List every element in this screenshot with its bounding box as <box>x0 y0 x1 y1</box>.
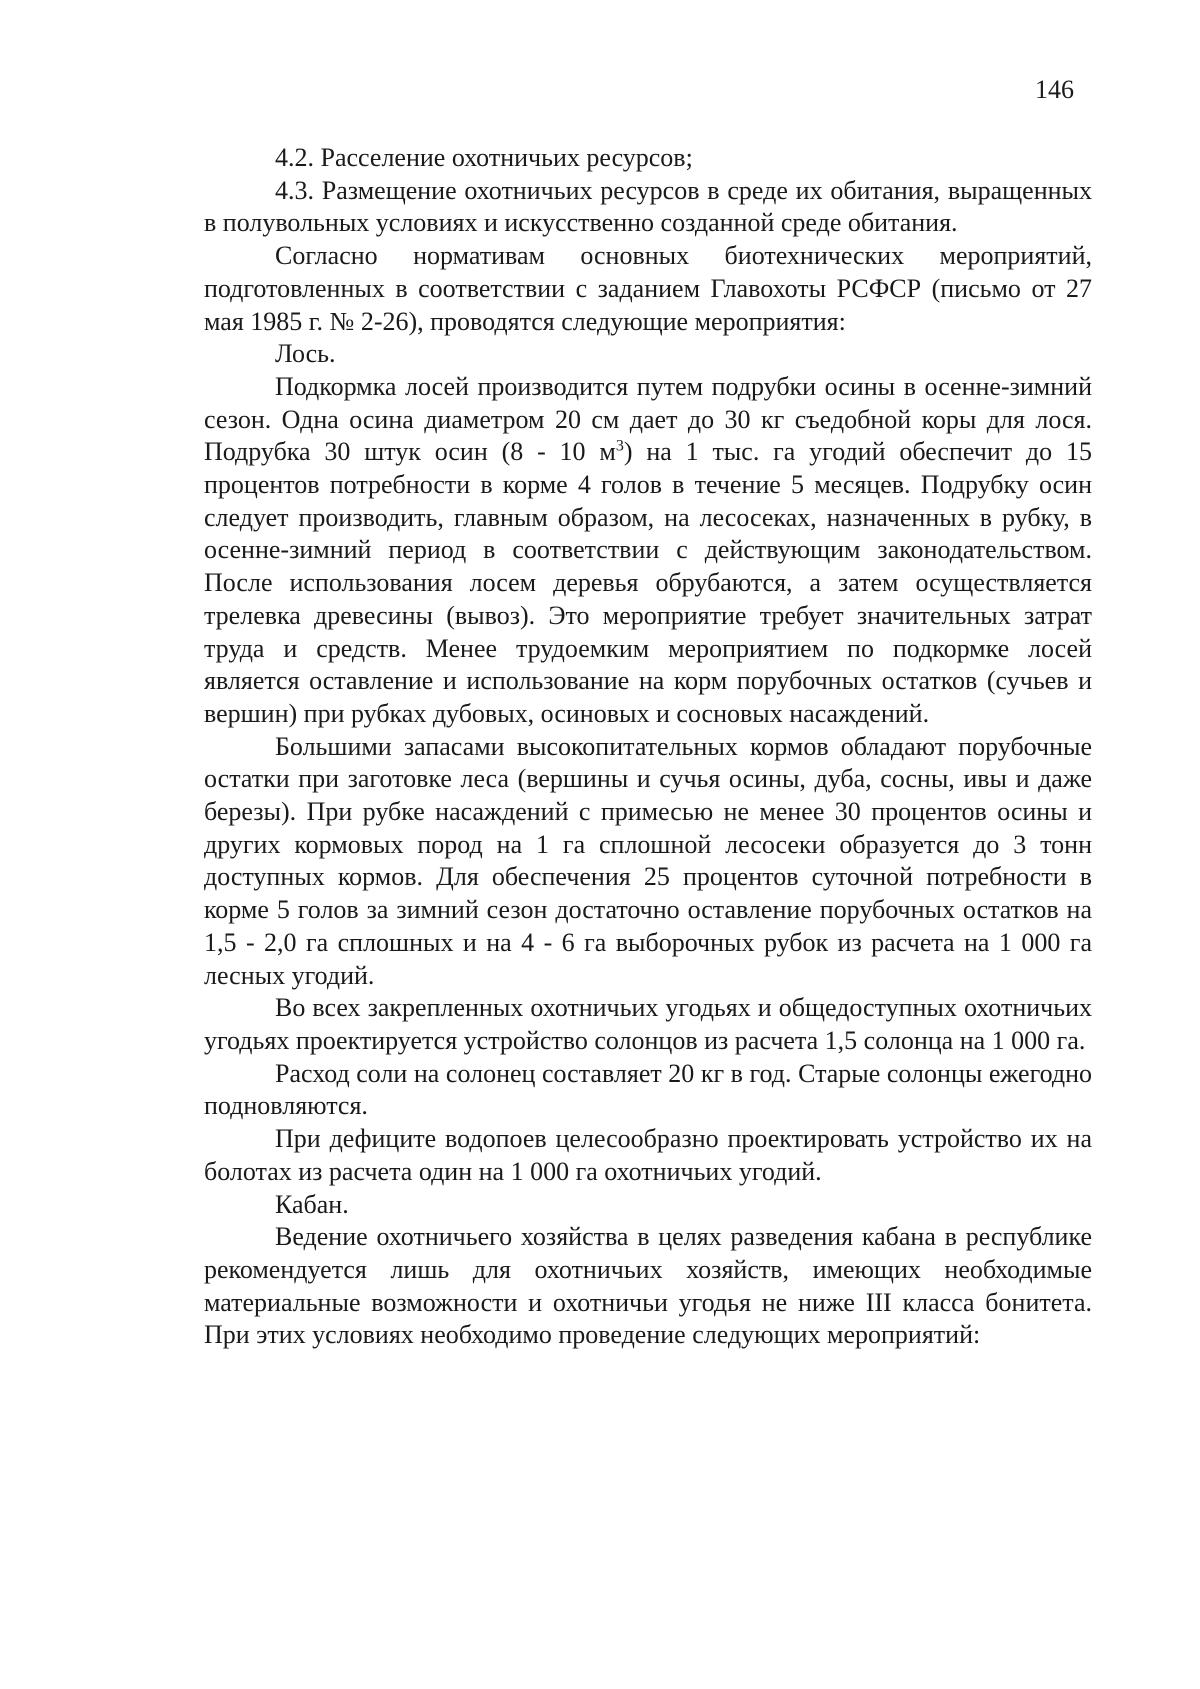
moose-feeding-part-2: ) на 1 тыс. га угодий обеспечит до 15 процентов потребности в корме 4 голов в течение 5 месяцев. Подрубку осин следует производить, главным образом, на лесосеках, назначенных в рубку, в осенне-зимний период в соответствии с действующим законодательством. После использования лосем деревья обрубаются, а затем осуществляется трелевка древесины (вывоз). Это мероприятие требует значительных затрат труда и средств. Менее трудоемким мероприятием по подкормке лосей является оставление и использование на корм порубочных остатков (сучьев и вершин) при рубках дубовых, осиновых и сосновых насаждений. <box>204 437 1092 728</box>
paragraph-moose-feeding <box>204 371 1092 731</box>
moose-feeding-part-1: Подкормка лосей производится путем подрубки осины в осенне-зимний сезон. Одна осина диаметром 20 см дает до 30 кг съедобной коры для лося. Подрубка 30 штук осин (8 - 10 м <box>204 371 1092 467</box>
paragraph-4-2: 4.2. Расселение охотничьих ресурсов; <box>275 143 693 172</box>
section-heading-boar: Кабан. <box>275 1189 349 1219</box>
page-number: 146 <box>1035 75 1074 104</box>
paragraph-watering-places: При дефиците водопоев целесообразно проектировать устройство их на болотах из расчета один на 1 000 га охотничьих угодий. <box>204 1124 1092 1186</box>
paragraph-4-3: 4.3. Размещение охотничьих ресурсов в среде их обитания, выращенных в полувольных условиях и искусственно созданной среде обитания. <box>204 175 1092 238</box>
paragraph-salt-consumption: Расход соли на солонец составляет 20 кг в год. Старые солонцы ежегодно подновляются. <box>204 1058 1092 1121</box>
paragraph-salt-licks: Во всех закрепленных охотничьих угодьях и общедоступных охотничьих угодьях проектируется устройство солонцов из расчета 1,5 солонца на 1 000 га. <box>204 993 1092 1055</box>
paragraph-normatives: Согласно нормативам основных биотехнических мероприятий, подготовленных в соответствии с заданием Главохоты РСФСР (письмо от 27 мая 1985 г. № 2-26), проводятся следующие мероприятия: <box>204 241 1092 336</box>
document-body <box>204 142 1092 1352</box>
paragraph-boar-management: Ведение охотничьего хозяйства в целях разведения кабана в республике рекомендуется лишь для охотничьих хозяйств, имеющих необходимые материальные возможности и охотничьи угодья не ниже III класса бонитета. При этих условиях необходимо проведение следующих мероприятий: <box>204 1222 1092 1350</box>
cubic-superscript: 3 <box>615 437 624 455</box>
paragraph-feed-reserves: Большими запасами высокопитательных кормов обладают порубочные остатки при заготовке леса (вершины и сучья осины, дуба, сосны, ивы и даже березы). При рубке насаждений с примесью не менее 30 процентов осины и других кормовых пород на 1 га сплошной лесосеки образуется до 3 тонн доступных кормов. Для обеспечения 25 процентов суточной потребности в корме 5 голов за зимний сезон достаточно оставление порубочных остатков на 1,5 - 2,0 га сплошных и на 4 - 6 га выборочных рубок из расчета на 1 000 га лесных угодий. <box>204 731 1092 990</box>
section-heading-moose: Лось. <box>275 339 336 369</box>
